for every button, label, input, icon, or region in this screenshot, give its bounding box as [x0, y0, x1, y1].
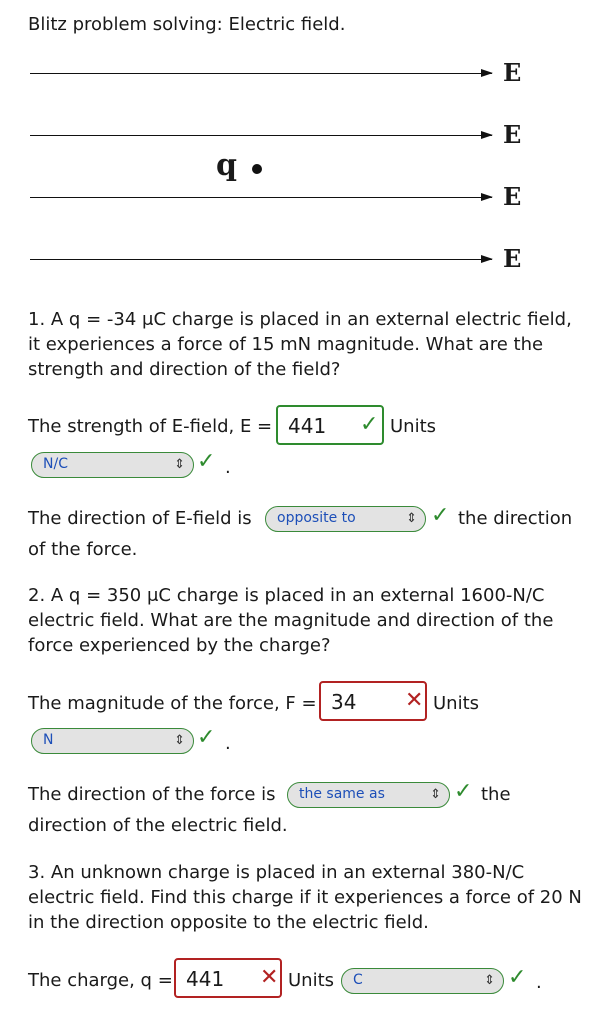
arrow-icon	[481, 69, 493, 77]
direction-select-value: opposite to	[277, 510, 356, 526]
field-line	[30, 197, 492, 198]
problem-3-text: 3. An unknown charge is placed in an external 380-N/C electric field. Find this charge if it experiences a force of 20 N in the direction opposite to the electric field.	[28, 862, 582, 933]
arrow-icon	[481, 131, 493, 139]
unit-select-2[interactable]	[31, 728, 194, 754]
direction-tail: of the force.	[28, 539, 138, 560]
check-icon: ✓	[197, 449, 216, 474]
units-label: Units	[288, 970, 335, 991]
problem-1-text: 1. A q = -34 μC charge is placed in an external electric field, it experiences a force of 15 mN magnitude. What are the strength and direction of the field?	[28, 309, 572, 380]
cross-icon: ✕	[260, 965, 279, 990]
chevron-updown-icon: ⇕	[406, 511, 417, 526]
direction-select-1[interactable]	[265, 506, 426, 532]
strength-input[interactable]: 441	[276, 405, 384, 445]
arrow-icon	[481, 255, 493, 263]
charge-label: q	[216, 148, 237, 183]
field-line	[30, 135, 492, 136]
charge-label-text: The charge, q =	[28, 970, 173, 991]
chevron-updown-icon: ⇕	[174, 733, 185, 748]
check-icon: ✓	[360, 412, 379, 437]
unit-select-3[interactable]	[341, 968, 504, 994]
field-label: E	[503, 120, 522, 149]
direction-suffix: the direction	[458, 508, 573, 529]
unit-select-value: C	[353, 972, 363, 988]
force-label: The magnitude of the force, F =	[28, 693, 317, 714]
cross-icon: ✕	[405, 688, 424, 713]
strength-label: The strength of E-field, E =	[28, 416, 273, 437]
direction-tail: direction of the electric field.	[28, 815, 288, 836]
direction-select-value: the same as	[299, 786, 385, 802]
page-title: Blitz problem solving: Electric field.	[28, 14, 346, 35]
direction-select-2[interactable]	[287, 782, 450, 808]
field-label: E	[503, 58, 522, 87]
check-icon: ✓	[454, 779, 473, 804]
period: .	[536, 972, 542, 993]
period: .	[225, 733, 231, 754]
chevron-updown-icon: ⇕	[484, 973, 495, 988]
unit-select-value: N/C	[43, 456, 68, 472]
chevron-updown-icon: ⇕	[174, 457, 185, 472]
field-label: E	[503, 182, 522, 211]
check-icon: ✓	[508, 965, 527, 990]
unit-select-value: N	[43, 732, 54, 748]
charge-dot-icon	[252, 164, 262, 174]
period: .	[225, 457, 231, 478]
direction-prefix: The direction of the force is	[28, 784, 276, 805]
problem-2-text: 2. A q = 350 μC charge is placed in an external 1600-N/C electric field. What are the magnitude and direction of the force experienced by the charge?	[28, 585, 554, 656]
units-label: Units	[433, 693, 480, 714]
unit-select-1[interactable]	[31, 452, 194, 478]
force-input[interactable]: 34	[319, 681, 427, 721]
direction-suffix: the	[481, 784, 511, 805]
check-icon: ✓	[431, 503, 450, 528]
field-line	[30, 259, 492, 260]
charge-input[interactable]: 441	[174, 958, 282, 998]
arrow-icon	[481, 193, 493, 201]
field-line	[30, 73, 492, 74]
check-icon: ✓	[197, 725, 216, 750]
field-label: E	[503, 244, 522, 273]
units-label: Units	[390, 416, 437, 437]
direction-prefix: The direction of E-field is	[28, 508, 252, 529]
chevron-updown-icon: ⇕	[430, 787, 441, 802]
